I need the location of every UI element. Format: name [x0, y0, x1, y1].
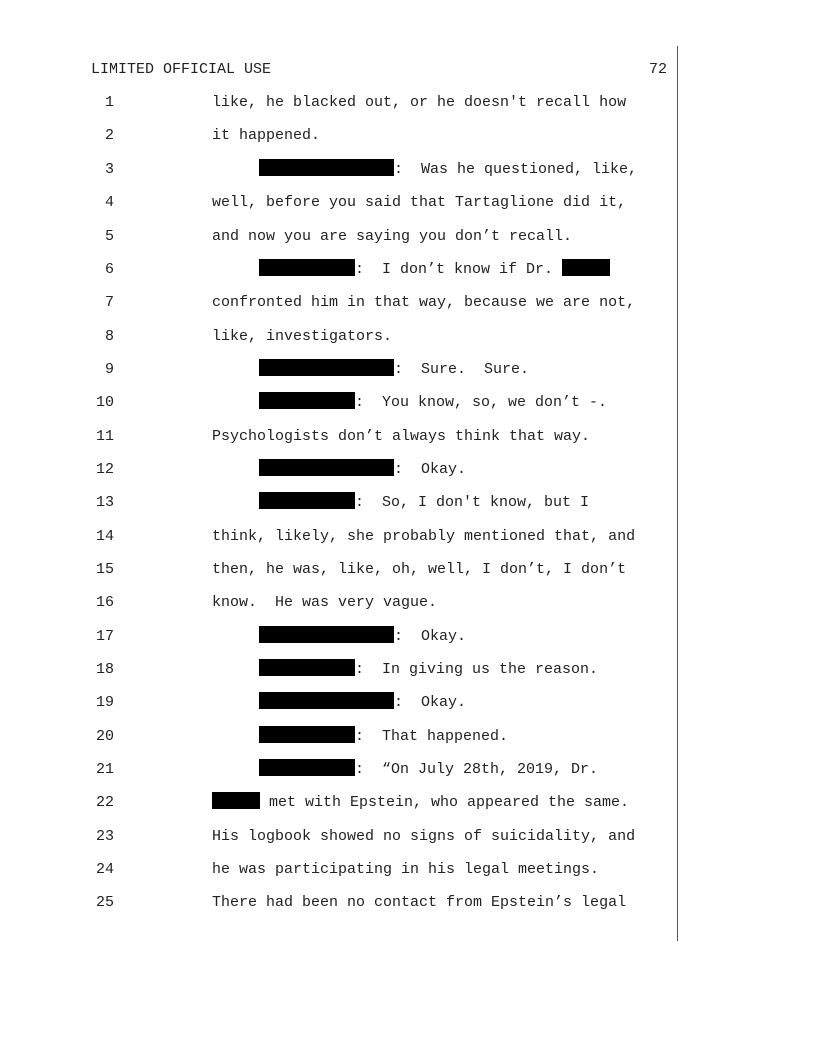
line-number: 10 — [95, 394, 114, 411]
line-number: 16 — [95, 594, 114, 611]
transcript-line — [0, 725, 680, 749]
line-text: like, he blacked out, or he doesn't recall how — [212, 94, 627, 111]
line-number: 13 — [95, 494, 114, 511]
line-number: 22 — [95, 794, 114, 811]
transcript-line — [0, 158, 680, 182]
redaction-block — [259, 159, 394, 176]
line-number: 12 — [95, 461, 114, 478]
classification-header: LIMITED OFFICIAL USE — [91, 61, 272, 78]
transcript-line — [0, 825, 680, 849]
line-number: 17 — [95, 628, 114, 645]
line-number: 7 — [104, 294, 114, 311]
line-number: 2 — [104, 127, 114, 144]
line-text: well, before you said that Tartaglione did it, — [212, 194, 627, 211]
line-text: think, likely, she probably mentioned that, and — [212, 528, 636, 545]
line-text: : Sure. Sure. — [394, 361, 530, 378]
redaction-block — [259, 692, 394, 709]
line-number: 19 — [95, 694, 114, 711]
line-number: 20 — [95, 728, 114, 745]
line-text: There had been no contact from Epstein’s legal — [212, 894, 627, 911]
redaction-block — [562, 259, 610, 276]
redaction-block — [259, 459, 394, 476]
redaction-block — [259, 759, 355, 776]
redaction-block — [259, 659, 355, 676]
redaction-block — [259, 626, 394, 643]
transcript-line — [0, 91, 680, 115]
line-number: 11 — [95, 428, 114, 445]
line-text: like, investigators. — [212, 328, 393, 345]
line-number: 25 — [95, 894, 114, 911]
line-text: confronted him in that way, because we are not, — [212, 294, 636, 311]
line-number: 23 — [95, 828, 114, 845]
line-number: 9 — [104, 361, 114, 378]
transcript-line — [0, 691, 680, 715]
transcript-line — [0, 191, 680, 215]
transcript-line — [0, 858, 680, 882]
page-number: 72 — [648, 61, 667, 78]
line-text: know. He was very vague. — [212, 594, 438, 611]
line-text: : In giving us the reason. — [355, 661, 599, 678]
transcript-line — [0, 658, 680, 682]
transcript-line — [0, 358, 680, 382]
line-number: 18 — [95, 661, 114, 678]
line-text: then, he was, like, oh, well, I don’t, I don’t — [212, 561, 627, 578]
line-text: : Okay. — [394, 461, 467, 478]
transcript-line — [0, 425, 680, 449]
line-number: 4 — [104, 194, 114, 211]
transcript-line — [0, 791, 680, 815]
line-text: : That happened. — [355, 728, 509, 745]
line-text: he was participating in his legal meetings. — [212, 861, 600, 878]
line-text: : Was he questioned, like, — [394, 161, 638, 178]
redaction-block — [259, 359, 394, 376]
line-text: : Okay. — [394, 628, 467, 645]
transcript-line — [0, 525, 680, 549]
line-number: 24 — [95, 861, 114, 878]
transcript-line — [0, 625, 680, 649]
line-text: Psychologists don’t always think that way. — [212, 428, 591, 445]
line-text: : I don’t know if Dr. — [355, 261, 563, 278]
redaction-block — [259, 492, 355, 509]
transcript-line — [0, 258, 680, 282]
line-number: 1 — [104, 94, 114, 111]
line-text: : So, I don't know, but I — [355, 494, 590, 511]
transcript-line — [0, 558, 680, 582]
line-text: and now you are saying you don’t recall. — [212, 228, 573, 245]
line-number: 8 — [104, 328, 114, 345]
transcript-line — [0, 325, 680, 349]
line-number: 3 — [104, 161, 114, 178]
line-text: met with Epstein, who appeared the same. — [260, 794, 630, 811]
line-text: His logbook showed no signs of suicidality, and — [212, 828, 636, 845]
transcript-line — [0, 124, 680, 148]
transcript-line — [0, 591, 680, 615]
line-text: : Okay. — [394, 694, 467, 711]
line-text: : You know, so, we don’t -. — [355, 394, 608, 411]
redaction-block — [259, 726, 355, 743]
redaction-block — [259, 392, 355, 409]
line-text: : “On July 28th, 2019, Dr. — [355, 761, 599, 778]
line-number: 21 — [95, 761, 114, 778]
transcript-line — [0, 225, 680, 249]
transcript-line — [0, 491, 680, 515]
line-number: 15 — [95, 561, 114, 578]
transcript-line — [0, 758, 680, 782]
line-text: it happened. — [212, 127, 321, 144]
redaction-block — [259, 259, 355, 276]
line-number: 5 — [104, 228, 114, 245]
transcript-line — [0, 291, 680, 315]
redaction-block — [212, 792, 260, 809]
transcript-line — [0, 458, 680, 482]
transcript-line — [0, 391, 680, 415]
line-number: 14 — [95, 528, 114, 545]
transcript-line — [0, 891, 680, 915]
line-number: 6 — [104, 261, 114, 278]
